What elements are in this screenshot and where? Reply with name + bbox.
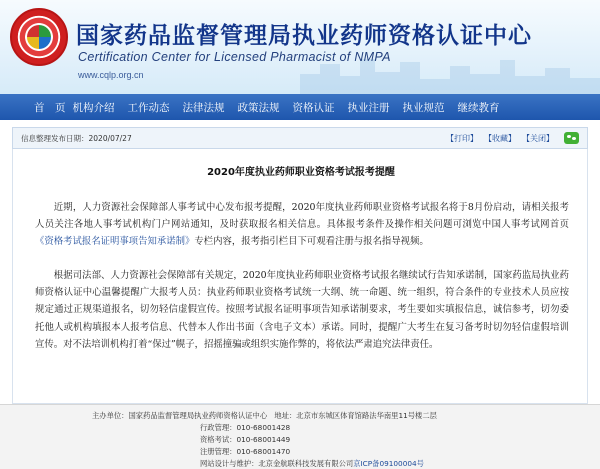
logo-emblem-icon [27, 25, 51, 49]
footer-exam-phone: 资格考试：010-68001449 [200, 435, 291, 444]
nav-item-policies[interactable]: 政策法规 [237, 101, 280, 114]
notification-link[interactable]: 《资格考试报名证明事项告知承诺制》 [35, 236, 195, 248]
close-link[interactable]: 【关闭】 [522, 133, 554, 143]
favorite-link[interactable]: 【收藏】 [484, 133, 516, 143]
print-link[interactable]: 【打印】 [446, 133, 478, 143]
footer-organizer: 主办单位：国家药品监督管理局执业药师资格认证中心 地址：北京市东城区体育馆路法华南里11号楼二层 [92, 411, 437, 420]
footer-registration-phone: 注册管理：010-68001470 [200, 447, 291, 456]
wechat-share-icon[interactable] [564, 132, 579, 144]
nav-item-certification[interactable]: 资格认证 [292, 101, 335, 114]
nav-item-laws[interactable]: 法律法规 [182, 101, 225, 114]
footer-admin-phone: 行政管理：010-68001428 [200, 423, 291, 432]
article-info-bar [12, 127, 588, 149]
article-title: 2020年度执业药师职业资格考试报考提醒 [207, 167, 395, 178]
nav-item-about[interactable]: 机构介绍 [72, 101, 115, 114]
footer-maintainer-text: 网站设计与维护：北京金航联科技发展有限公司 [200, 459, 354, 468]
article-body [12, 149, 588, 404]
article-paragraph-2: 根据司法部、人力资源社会保障部有关规定，2020年度执业药师职业资格考试报名继续试行告知承诺制，国家药监局执业药师资格认证中心温馨提醒广大报考人员：执业药师职业资格考试统一大纲、统一命题、统一组织，符合条件的专业技术人员应按规定通过正规渠道报名，切勿轻信虚假宣传。按照考试报名证明事项告知承诺制要求，考生要如实填报信息，诚信参考，切勿委托他人或机构填报本人报考信息、代替本人作出书面（含电子文本）承诺。同时，提醒广大考生在复习备考时切勿轻信虚假培训宣传。对不法培训机构打着“保过”幌子，招摇撞骗或组织实施作弊的，将依法严肃追究法律责任。 [35, 270, 569, 350]
nav-item-registration[interactable]: 执业注册 [347, 101, 390, 114]
publish-date: 信息整理发布日期：2020/07/27 [21, 133, 132, 143]
footer-maintainer [200, 459, 424, 469]
site-url: www.cqlp.org.cn [78, 70, 144, 80]
site-title: 国家药品监督管理局执业药师资格认证中心 [76, 23, 532, 49]
paragraph-1-text: 近期，人力资源社会保障部人事考试中心发布报考提醒，2020年度执业药师职业资格考试报名将于8月份启动，请相关报考人员关注各地人事考试机构门户网站通知，及时获取报名相关信息。具体报考条件及操作相关问题可浏览中国人事考试网首页 [35, 202, 569, 231]
article-paragraph-1 [35, 199, 569, 251]
site-footer [0, 404, 600, 469]
article-actions [446, 132, 579, 144]
nav-item-news[interactable]: 工作动态 [127, 101, 170, 114]
paragraph-1-text-end: 专栏内容，报考指引栏目下可观看注册与报名指导视频。 [194, 236, 429, 248]
main-nav [0, 94, 600, 120]
center-logo[interactable] [10, 8, 68, 66]
nav-item-practice-standards[interactable]: 执业规范 [402, 101, 445, 114]
site-header [0, 0, 600, 94]
nav-item-continuing-education[interactable]: 继续教育 [457, 101, 500, 114]
site-title-english: Certification Center for Licensed Pharmacist of NMPA [78, 50, 391, 64]
nav-item-home[interactable]: 首 页 [34, 101, 66, 114]
icp-link[interactable]: 京ICP备09100004号 [353, 459, 424, 468]
